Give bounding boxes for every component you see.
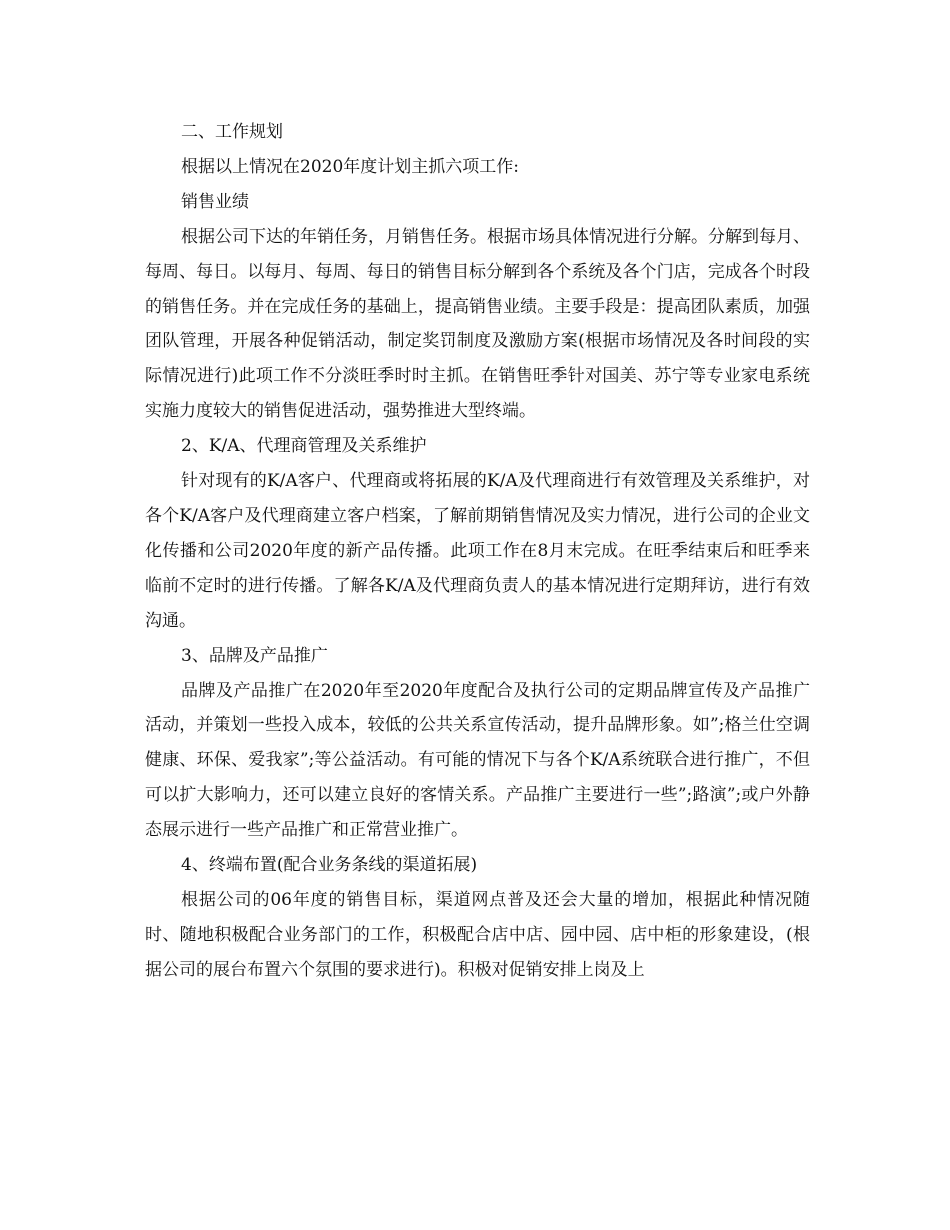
sales-paragraph: 根据公司下达的年销任务，月销售任务。根据市场具体情况进行分解。分解到每月、每周、每日。以每月、每周、每日的销售目标分解到各个系统及各个门店，完成各个时段的销售任务。并在完成任务的基础上，提高销售业绩。主要手段是：提高团队素质，加强团队管理，开展各种促销活动，制定奖罚制度及激励方案(根据市场情况及各时间段的实际情况进行)此项工作不分淡旺季时时主抓。在销售旺季针对国美、苏宁等专业家电系统实施力度较大的销售促进活动，强势推进大型终端。	[145, 226, 810, 422]
section-heading-sales: 销售业绩	[181, 191, 249, 212]
document-body	[145, 115, 810, 988]
section-heading-ka-agents: 2、K/A、代理商管理及关系维护	[181, 436, 427, 457]
section-heading-terminal: 4、终端布置(配合业务条线的渠道拓展)	[181, 855, 478, 876]
section-heading-brand: 3、品牌及产品推广	[181, 645, 328, 666]
terminal-paragraph: 根据公司的06年度的销售目标，渠道网点普及还会大量的增加，根据此种情况随时、随地积极配合业务部门的工作，积极配合店中店、园中园、店中柜的形象建设，(根据公司的展台布置六个氛围的要求进行)。积极对促销安排上岗及上	[145, 889, 810, 980]
ka-agents-paragraph: 针对现有的K/A客户、代理商或将拓展的K/A及代理商进行有效管理及关系维护，对各个K/A客户及代理商建立客户档案，了解前期销售情况及实力情况，进行公司的企业文化传播和公司2020年度的新产品传播。此项工作在8月末完成。在旺季结束后和旺季来临前不定时的进行传播。了解各K/A及代理商负责人的基本情况进行定期拜访，进行有效沟通。	[145, 471, 810, 631]
section-heading-work-plan: 二、工作规划	[181, 122, 283, 142]
intro-paragraph: 根据以上情况在2020年度计划主抓六项工作:	[181, 156, 519, 177]
brand-paragraph: 品牌及产品推广在2020年至2020年度配合及执行公司的定期品牌宣传及产品推广活动，并策划一些投入成本，较低的公共关系宣传活动，提升品牌形象。如”;格兰仕空调健康、环保、爱我家”;等公益活动。有可能的情况下与各个K/A系统联合进行推广，不但可以扩大影响力，还可以建立良好的客情关系。产品推广主要进行一些”;路演”;或户外静态展示进行一些产品推广和正常营业推广。	[145, 680, 810, 841]
